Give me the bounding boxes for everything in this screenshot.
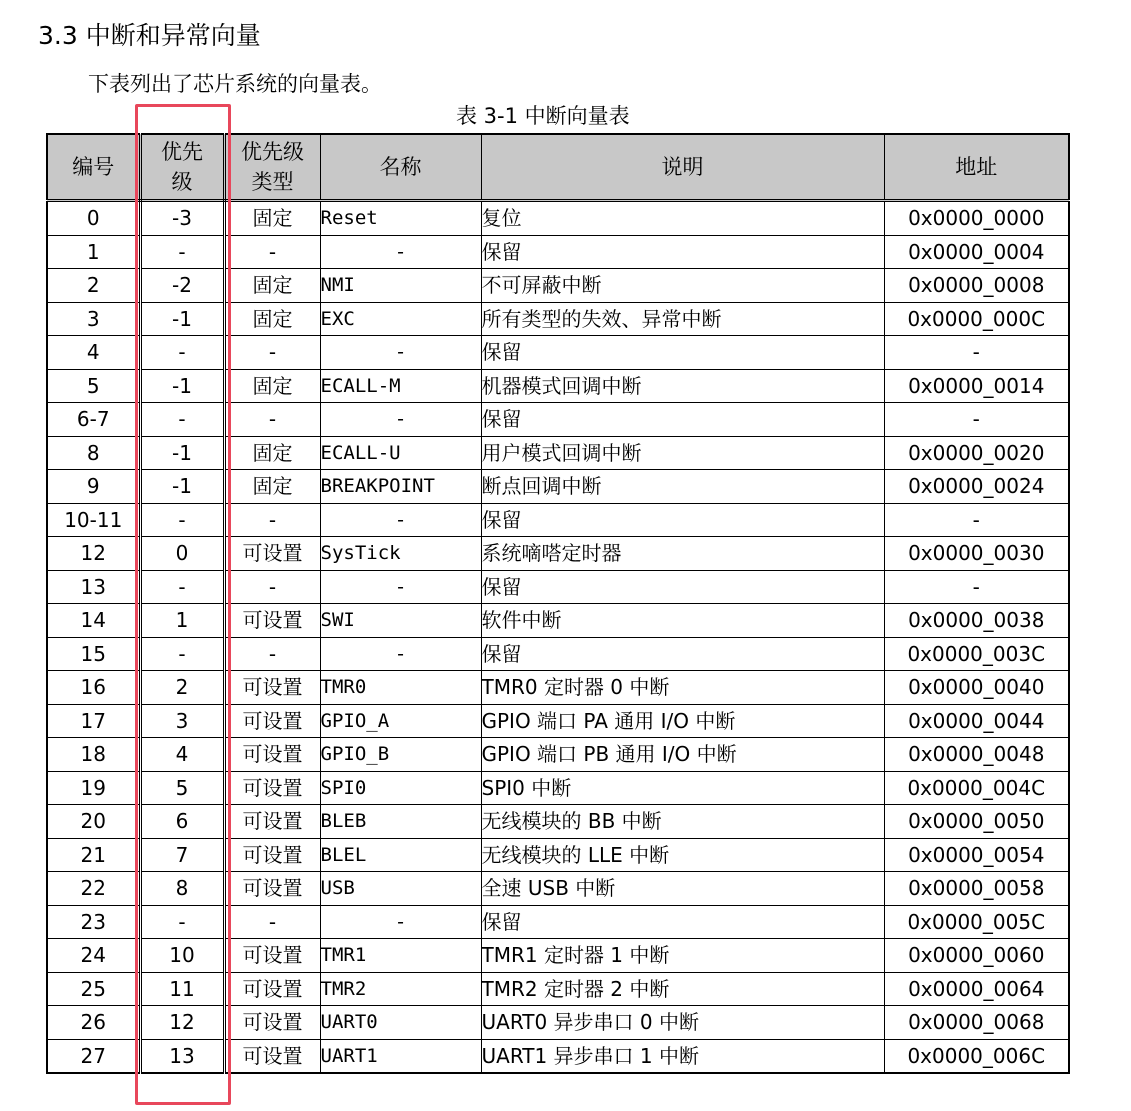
cell-priority: 8 [140, 872, 224, 906]
cell-priority: - [140, 570, 224, 604]
cell-name: - [320, 235, 481, 269]
cell-description: 系统嘀嗒定时器 [481, 537, 884, 571]
cell-name: ECALL-U [320, 436, 481, 470]
section-heading: 3.3 中断和异常向量 [38, 21, 261, 50]
table-row [47, 436, 1069, 470]
cell-description: 保留 [481, 235, 884, 269]
table-row [47, 470, 1069, 504]
intro-text: 下表列出了芯片系统的向量表。 [88, 72, 382, 96]
cell-name: TMR0 [320, 671, 481, 705]
table-row [47, 939, 1069, 973]
cell-priority-type: 固定 [224, 470, 320, 504]
table-row [47, 738, 1069, 772]
table-row [47, 503, 1069, 537]
cell-priority-type: 可设置 [224, 838, 320, 872]
cell-name: SPI0 [320, 771, 481, 805]
cell-priority-type: 可设置 [224, 972, 320, 1006]
cell-address: 0x0000_0060 [884, 939, 1069, 973]
cell-priority: 11 [140, 972, 224, 1006]
table-row [47, 838, 1069, 872]
cell-priority: 13 [140, 1039, 224, 1073]
cell-number: 26 [47, 1006, 140, 1040]
cell-name: NMI [320, 269, 481, 303]
cell-address: 0x0000_0038 [884, 604, 1069, 638]
cell-address: 0x0000_0030 [884, 537, 1069, 571]
table-row [47, 403, 1069, 437]
cell-priority-type: 固定 [224, 302, 320, 336]
cell-description: TMR0 定时器 0 中断 [481, 671, 884, 705]
cell-number: 24 [47, 939, 140, 973]
cell-number: 1 [47, 235, 140, 269]
cell-priority: - [140, 905, 224, 939]
cell-priority-type: 可设置 [224, 872, 320, 906]
cell-address: 0x0000_000C [884, 302, 1069, 336]
cell-address: 0x0000_0058 [884, 872, 1069, 906]
cell-number: 27 [47, 1039, 140, 1073]
cell-priority-type: 可设置 [224, 738, 320, 772]
cell-priority: 6 [140, 805, 224, 839]
table-row [47, 269, 1069, 303]
cell-name: Reset [320, 201, 481, 236]
cell-number: 16 [47, 671, 140, 705]
cell-address: 0x0000_006C [884, 1039, 1069, 1073]
cell-address: 0x0000_0008 [884, 269, 1069, 303]
cell-priority: - [140, 637, 224, 671]
table-caption: 表 3-1 中断向量表 [456, 104, 630, 128]
header-priority [140, 134, 224, 201]
cell-description: 无线模块的 LLE 中断 [481, 838, 884, 872]
cell-name: GPIO_B [320, 738, 481, 772]
cell-description: 保留 [481, 336, 884, 370]
cell-name: SWI [320, 604, 481, 638]
cell-name: - [320, 637, 481, 671]
cell-number: 5 [47, 369, 140, 403]
cell-description: 机器模式回调中断 [481, 369, 884, 403]
cell-number: 6-7 [47, 403, 140, 437]
cell-description: 复位 [481, 201, 884, 236]
cell-priority: -1 [140, 436, 224, 470]
table-row [47, 201, 1069, 236]
cell-name: TMR2 [320, 972, 481, 1006]
cell-address: 0x0000_0068 [884, 1006, 1069, 1040]
cell-number: 4 [47, 336, 140, 370]
cell-description: UART1 异步串口 1 中断 [481, 1039, 884, 1073]
table-row [47, 336, 1069, 370]
cell-number: 8 [47, 436, 140, 470]
cell-number: 23 [47, 905, 140, 939]
cell-priority-type: 可设置 [224, 805, 320, 839]
cell-name: GPIO_A [320, 704, 481, 738]
cell-number: 12 [47, 537, 140, 571]
cell-priority-type: 固定 [224, 201, 320, 236]
cell-priority: 10 [140, 939, 224, 973]
cell-number: 0 [47, 201, 140, 236]
cell-priority: - [140, 336, 224, 370]
table-row [47, 637, 1069, 671]
cell-address: 0x0000_0048 [884, 738, 1069, 772]
cell-number: 2 [47, 269, 140, 303]
cell-priority-type: 固定 [224, 269, 320, 303]
cell-name: USB [320, 872, 481, 906]
cell-priority: 3 [140, 704, 224, 738]
cell-priority-type: 可设置 [224, 604, 320, 638]
cell-address: 0x0000_0000 [884, 201, 1069, 236]
cell-priority-type: - [224, 503, 320, 537]
header-number: 编号 [47, 134, 140, 201]
cell-priority: 7 [140, 838, 224, 872]
table-row [47, 805, 1069, 839]
cell-address: 0x0000_004C [884, 771, 1069, 805]
table-header-row [47, 134, 1069, 201]
cell-priority: - [140, 235, 224, 269]
cell-number: 9 [47, 470, 140, 504]
cell-priority-type: - [224, 637, 320, 671]
cell-priority-type: - [224, 235, 320, 269]
cell-description: TMR1 定时器 1 中断 [481, 939, 884, 973]
cell-priority-type: - [224, 905, 320, 939]
table-row [47, 537, 1069, 571]
table-body [47, 201, 1069, 1074]
cell-priority: 4 [140, 738, 224, 772]
cell-name: BLEL [320, 838, 481, 872]
cell-description: TMR2 定时器 2 中断 [481, 972, 884, 1006]
cell-description: 保留 [481, 503, 884, 537]
cell-name: EXC [320, 302, 481, 336]
header-address: 地址 [884, 134, 1069, 201]
table-row [47, 872, 1069, 906]
cell-address: 0x0000_0040 [884, 671, 1069, 705]
table-row [47, 302, 1069, 336]
cell-address: - [884, 403, 1069, 437]
cell-address: 0x0000_0014 [884, 369, 1069, 403]
cell-description: 软件中断 [481, 604, 884, 638]
cell-priority-type: - [224, 403, 320, 437]
cell-number: 15 [47, 637, 140, 671]
cell-priority: 12 [140, 1006, 224, 1040]
cell-address: - [884, 503, 1069, 537]
cell-priority: 2 [140, 671, 224, 705]
header-priority-type-label: 优先级类型 [241, 140, 304, 194]
cell-priority: - [140, 503, 224, 537]
table-row [47, 604, 1069, 638]
table-row [47, 905, 1069, 939]
cell-number: 20 [47, 805, 140, 839]
cell-number: 25 [47, 972, 140, 1006]
table-row [47, 771, 1069, 805]
cell-priority-type: 可设置 [224, 939, 320, 973]
header-description: 说明 [481, 134, 884, 201]
cell-description: 所有类型的失效、异常中断 [481, 302, 884, 336]
cell-description: 保留 [481, 905, 884, 939]
cell-priority-type: - [224, 570, 320, 604]
cell-address: 0x0000_003C [884, 637, 1069, 671]
table-row [47, 1039, 1069, 1073]
cell-number: 19 [47, 771, 140, 805]
header-name: 名称 [320, 134, 481, 201]
cell-description: UART0 异步串口 0 中断 [481, 1006, 884, 1040]
cell-priority: - [140, 403, 224, 437]
cell-address: 0x0000_0050 [884, 805, 1069, 839]
cell-name: TMR1 [320, 939, 481, 973]
cell-address: 0x0000_005C [884, 905, 1069, 939]
cell-number: 18 [47, 738, 140, 772]
cell-number: 22 [47, 872, 140, 906]
cell-description: 断点回调中断 [481, 470, 884, 504]
cell-name: UART1 [320, 1039, 481, 1073]
cell-address: 0x0000_0064 [884, 972, 1069, 1006]
table-row [47, 235, 1069, 269]
cell-address: 0x0000_0024 [884, 470, 1069, 504]
cell-number: 13 [47, 570, 140, 604]
cell-name: - [320, 905, 481, 939]
table-row [47, 972, 1069, 1006]
table-row [47, 704, 1069, 738]
cell-number: 10-11 [47, 503, 140, 537]
cell-name: - [320, 570, 481, 604]
cell-name: BLEB [320, 805, 481, 839]
cell-priority: 0 [140, 537, 224, 571]
cell-name: SysTick [320, 537, 481, 571]
table-row [47, 671, 1069, 705]
cell-priority-type: 可设置 [224, 1006, 320, 1040]
cell-description: 保留 [481, 637, 884, 671]
cell-priority-type: 可设置 [224, 671, 320, 705]
cell-description: GPIO 端口 PA 通用 I/O 中断 [481, 704, 884, 738]
cell-name: ECALL-M [320, 369, 481, 403]
cell-description: GPIO 端口 PB 通用 I/O 中断 [481, 738, 884, 772]
cell-description: 无线模块的 BB 中断 [481, 805, 884, 839]
cell-priority-type: 可设置 [224, 771, 320, 805]
header-priority-type [224, 134, 320, 201]
table-row [47, 1006, 1069, 1040]
cell-priority: 5 [140, 771, 224, 805]
cell-number: 21 [47, 838, 140, 872]
cell-priority: -1 [140, 302, 224, 336]
cell-priority-type: 固定 [224, 369, 320, 403]
cell-priority: -1 [140, 369, 224, 403]
cell-name: - [320, 336, 481, 370]
cell-priority: -1 [140, 470, 224, 504]
cell-priority-type: 可设置 [224, 1039, 320, 1073]
cell-number: 17 [47, 704, 140, 738]
cell-description: 不可屏蔽中断 [481, 269, 884, 303]
cell-priority-type: 可设置 [224, 537, 320, 571]
cell-address: - [884, 570, 1069, 604]
cell-name: BREAKPOINT [320, 470, 481, 504]
cell-address: 0x0000_0004 [884, 235, 1069, 269]
cell-priority-type: 可设置 [224, 704, 320, 738]
header-priority-label: 优先级 [161, 140, 203, 194]
table-row [47, 369, 1069, 403]
cell-priority: 1 [140, 604, 224, 638]
interrupt-vector-table [46, 133, 1070, 1074]
cell-address: - [884, 336, 1069, 370]
cell-address: 0x0000_0020 [884, 436, 1069, 470]
cell-address: 0x0000_0044 [884, 704, 1069, 738]
cell-name: - [320, 503, 481, 537]
cell-description: 保留 [481, 403, 884, 437]
cell-number: 3 [47, 302, 140, 336]
cell-priority-type: - [224, 336, 320, 370]
cell-address: 0x0000_0054 [884, 838, 1069, 872]
cell-description: SPI0 中断 [481, 771, 884, 805]
cell-priority: -2 [140, 269, 224, 303]
cell-name: - [320, 403, 481, 437]
table-row [47, 570, 1069, 604]
cell-priority: -3 [140, 201, 224, 236]
cell-description: 保留 [481, 570, 884, 604]
cell-description: 用户模式回调中断 [481, 436, 884, 470]
cell-name: UART0 [320, 1006, 481, 1040]
cell-priority-type: 固定 [224, 436, 320, 470]
cell-number: 14 [47, 604, 140, 638]
cell-description: 全速 USB 中断 [481, 872, 884, 906]
